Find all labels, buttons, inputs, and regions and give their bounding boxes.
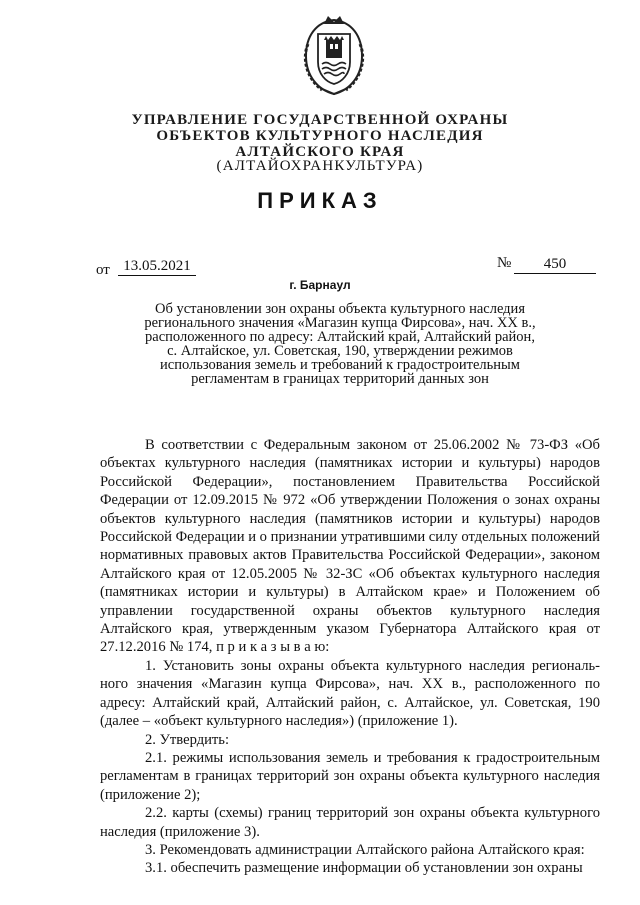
order-body [100, 436, 600, 878]
subject-line: регламентам в границах территорий данных зон [191, 371, 489, 387]
subject-line: расположенного по адресу: Алтайский край, Алтайский район, [145, 329, 535, 345]
city-name: г. Барнаул [289, 278, 351, 292]
clause-2-2: 2.2. карты (схемы) границ территорий зон охраны объекта культурного наследия (приложение 3). [100, 805, 600, 840]
clause-2-1: 2.1. режимы использования земель и требования к градостроительным регламентам в границах территорий зон охраны объекта культурного наследия (приложение 2); [100, 749, 600, 803]
clause-1: 1. Установить зоны охраны объекта культурного наследия региональ-ного значения «Магазин купца Фирсова», нач. XX в., расположенного по адресу: Алтайский край, Алтайский район, с. Алтайское, ул. Советская, 190 (далее – «объект культурного наследия») (приложение 1). [100, 657, 600, 730]
clause-3: 3. Рекомендовать администрации Алтайского района Алтайского края: [145, 841, 585, 858]
document-title: ПРИКАЗ [257, 188, 383, 213]
number-label: № [497, 255, 512, 271]
subject-line: использования земель и требований к градостроительным [160, 357, 520, 373]
subject-line: с. Алтайское, ул. Советская, 190, утверждении режимов [167, 343, 513, 359]
clause-3-1: 3.1. обеспечить размещение информации об установлении зон охраны [145, 860, 583, 877]
order-date: 13.05.2021 [118, 258, 196, 276]
agency-short-name: (АЛТАЙОХРАНКУЛЬТУРА) [216, 158, 424, 174]
agency-name-line-3: АЛТАЙСКОГО КРАЯ [235, 144, 405, 160]
clause-2: 2. Утвердить: [145, 731, 230, 748]
date-label: от [96, 262, 110, 278]
subject-line: регионального значения «Магазин купца Фирсова», нач. XX в., [144, 315, 536, 331]
coat-of-arms-emblem [296, 14, 372, 98]
agency-name-line-1: УПРАВЛЕНИЕ ГОСУДАРСТВЕННОЙ ОХРАНЫ [131, 112, 509, 128]
agency-name-line-2: ОБЪЕКТОВ КУЛЬТУРНОГО НАСЛЕДИЯ [156, 128, 484, 144]
order-subject [120, 302, 560, 386]
preamble-paragraph: В соответствии с Федеральным законом от 25.06.2002 № 73-ФЗ «Об объектах культурного наследия (памятниках истории и культуры) народов Российской Федерации», постановлением Правительства Российской Федерации от 12.09.2015 № 972 «Об утверждении Положения о зонах охраны объектов культурного наследия (памятников истории и культуры) народов Российской Федерации и о признании утратившими силу отдельных положений нормативных правовых актов Правительства Российской Федерации», законом Алтайского края от 12.05.2005 № 32-ЗС «Об объектах культурного наследия (памятниках истории и культуры) в Алтайском крае» и Положением об управлении государственной охраны объектов культурного наследия Алтайского края, утвержденным указом Губернатора Алтайского края от 27.12.2016 № 174, п р и к а з ы в а ю: [100, 437, 600, 656]
order-number: 450 [514, 256, 596, 274]
subject-line: Об установлении зон охраны объекта культурного наследия [155, 301, 525, 317]
